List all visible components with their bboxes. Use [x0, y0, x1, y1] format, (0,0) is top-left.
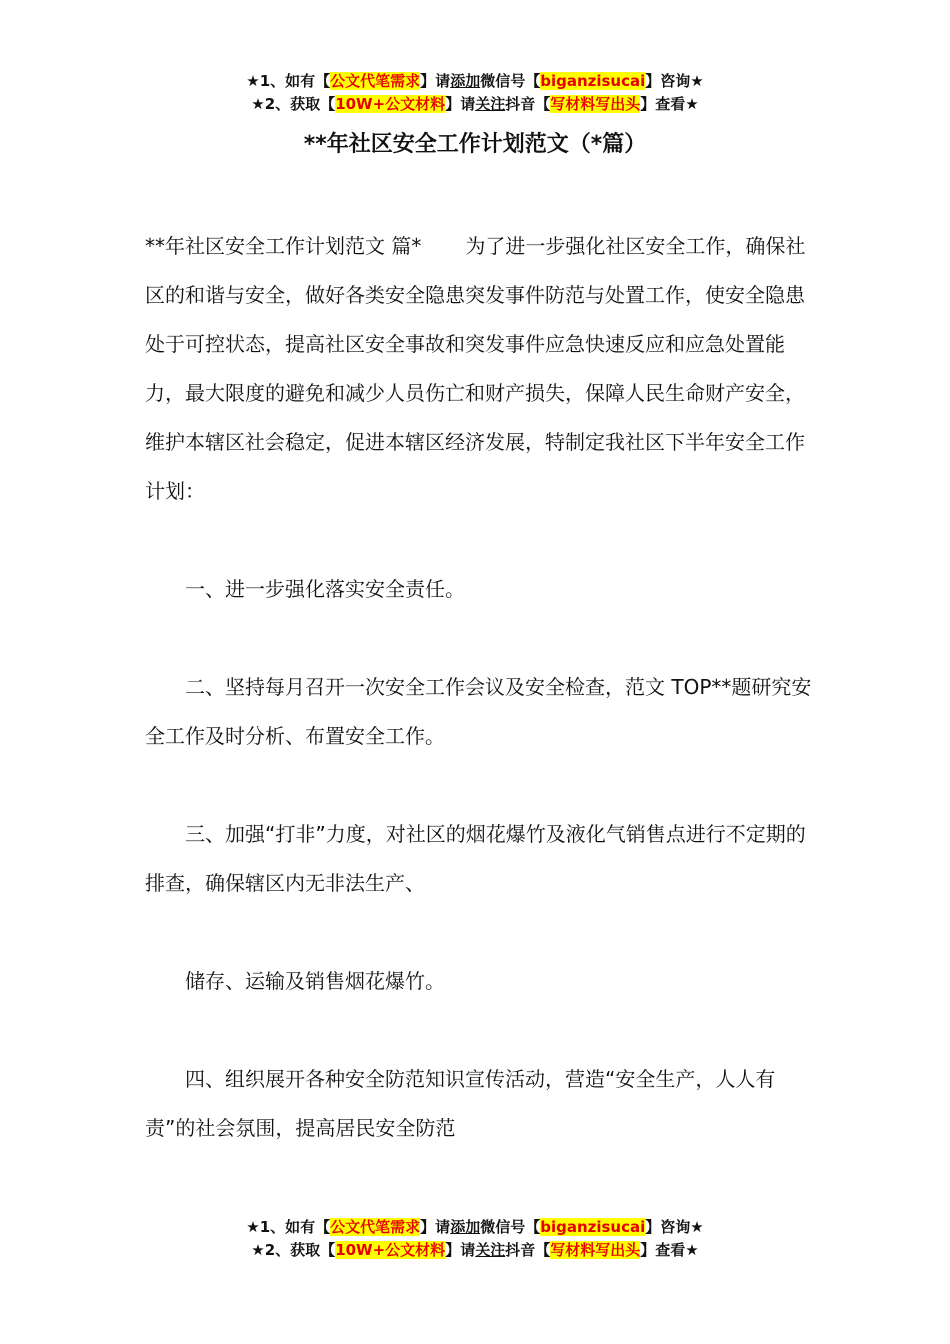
highlight-wechat-id: biganzisucai [540, 72, 646, 90]
paragraph-5: 四、组织展开各种安全防范知识宣传活动，营造“安全生产，人人有责”的社会氛围，提高居民安全防范 [145, 1067, 776, 1140]
paragraph-2: 二、坚持每月召开一次安全工作会议及安全检查，范文 TOP**题研究安全工作及时分析、布置安全工作。 [145, 675, 812, 748]
intro-paragraph [145, 222, 815, 516]
highlight-douyin: 写材料写出头 [550, 95, 641, 113]
banner-line-2: ★2、获取【10W+公文材料】请关注抖音【写材料写出头】查看★ [251, 95, 699, 113]
intro-text: 为了进一步强化社区安全工作，确保社区的和谐与安全，做好各类安全隐患突发事件防范与处置工作，使安全隐患处于可控状态，提高社区安全事故和突发事件应急快速反应和应急处置能力，最大限度的避免和减少人员伤亡和财产损失，保障人民生命财产安全，维护本辖区社会稳定，促进本辖区经济发展，特制定我社区下半年安全工作计划： [145, 234, 806, 503]
banner-line-1: ★1、如有【公文代笔需求】请添加微信号【biganzisucai】咨询★ [246, 72, 704, 90]
banner-line-2: ★2、获取【10W+公文材料】请关注抖音【写材料写出头】查看★ [251, 1241, 699, 1259]
highlight-ghostwriting: 公文代笔需求 [330, 1218, 421, 1236]
highlight-materials: 10W+公文材料 [335, 95, 446, 113]
paragraph-4: 储存、运输及销售烟花爆竹。 [185, 969, 445, 993]
bottom-banner [0, 1216, 950, 1262]
document-title: **年社区安全工作计划范文（*篇） [303, 132, 647, 157]
document-body [145, 222, 815, 1153]
top-banner [0, 70, 950, 116]
paragraph-1: 一、进一步强化落实安全责任。 [185, 577, 465, 601]
paragraph-3: 三、加强“打非”力度，对社区的烟花爆竹及液化气销售点进行不定期的排查，确保辖区内无非法生产、 [145, 822, 806, 895]
banner-line-1: ★1、如有【公文代笔需求】请添加微信号【biganzisucai】咨询★ [246, 1218, 704, 1236]
highlight-ghostwriting: 公文代笔需求 [330, 72, 421, 90]
highlight-douyin: 写材料写出头 [550, 1241, 641, 1259]
intro-label: **年社区安全工作计划范文 篇* [145, 234, 422, 258]
highlight-wechat-id: biganzisucai [540, 1218, 646, 1236]
highlight-materials: 10W+公文材料 [335, 1241, 446, 1259]
